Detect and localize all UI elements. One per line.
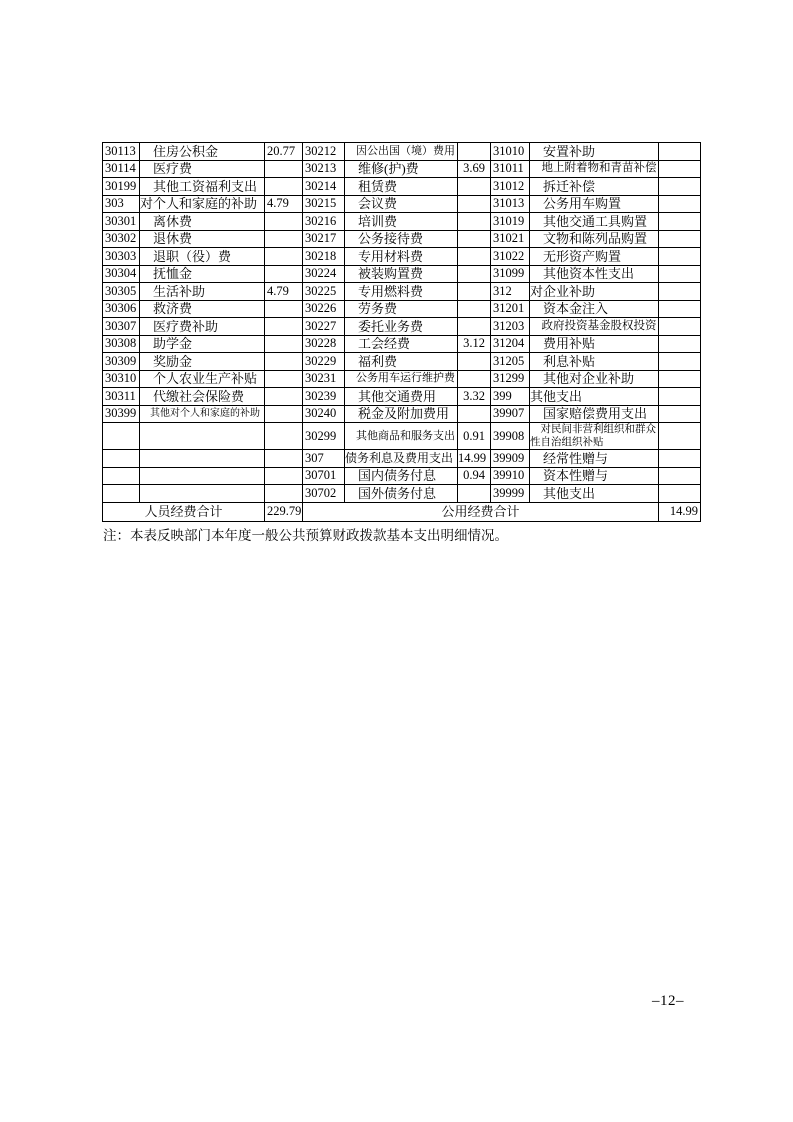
value-cell-right	[659, 160, 701, 178]
value-cell-middle	[458, 300, 491, 318]
code-cell-left: 30308	[103, 335, 140, 353]
code-cell-right: 39908	[491, 423, 530, 450]
code-cell-middle: 30227	[303, 318, 345, 336]
code-cell-middle: 307	[303, 450, 345, 468]
value-cell-left	[265, 388, 303, 406]
name-cell-right: 国家赔偿费用支出	[530, 405, 659, 423]
name-cell-right: 其他对企业补助	[530, 370, 659, 388]
name-cell-middle: 劳务费	[345, 300, 458, 318]
name-cell-left: 对个人和家庭的补助	[140, 195, 265, 213]
value-cell-right	[659, 283, 701, 301]
code-cell-middle: 30217	[303, 230, 345, 248]
code-cell-right: 31011	[491, 160, 530, 178]
name-cell-right: 安置补助	[530, 143, 659, 161]
value-cell-right	[659, 195, 701, 213]
name-cell-left: 生活补助	[140, 283, 265, 301]
table-footnote: 注：本表反映部门本年度一般公共预算财政拨款基本支出明细情况。	[103, 528, 508, 543]
code-cell-left: 30303	[103, 248, 140, 266]
value-cell-left	[265, 353, 303, 371]
value-cell-right	[659, 178, 701, 196]
value-cell-right	[659, 388, 701, 406]
value-cell-middle	[458, 283, 491, 301]
name-cell-left: 医疗费补助	[140, 318, 265, 336]
name-cell-right: 其他交通工具购置	[530, 213, 659, 231]
table-row	[103, 248, 701, 266]
value-cell-middle	[458, 213, 491, 231]
personnel-total-label: 人员经费合计	[103, 502, 265, 522]
value-cell-middle: 3.32	[458, 388, 491, 406]
value-cell-left	[265, 485, 303, 503]
value-cell-left	[265, 178, 303, 196]
code-cell-right: 31019	[491, 213, 530, 231]
name-cell-right: 资本性赠与	[530, 467, 659, 485]
name-cell-middle: 因公出国（境）费用	[345, 143, 458, 161]
value-cell-middle	[458, 230, 491, 248]
table-row	[103, 423, 701, 450]
value-cell-left	[265, 450, 303, 468]
value-cell-middle	[458, 370, 491, 388]
name-cell-right: 拆迁补偿	[530, 178, 659, 196]
code-cell-middle: 30225	[303, 283, 345, 301]
code-cell-middle: 30240	[303, 405, 345, 423]
value-cell-right	[659, 300, 701, 318]
name-cell-middle: 会议费	[345, 195, 458, 213]
table-row	[103, 353, 701, 371]
name-cell-right: 其他支出	[530, 388, 659, 406]
code-cell-left: 30311	[103, 388, 140, 406]
value-cell-middle	[458, 353, 491, 371]
code-cell-middle: 30228	[303, 335, 345, 353]
value-cell-right	[659, 467, 701, 485]
value-cell-middle	[458, 195, 491, 213]
name-cell-middle: 债务利息及费用支出	[345, 450, 458, 468]
value-cell-left	[265, 370, 303, 388]
name-cell-middle: 维修(护)费	[345, 160, 458, 178]
code-cell-right: 39999	[491, 485, 530, 503]
name-cell-left: 个人农业生产补贴	[140, 370, 265, 388]
value-cell-middle: 0.94	[458, 467, 491, 485]
name-cell-middle: 专用材料费	[345, 248, 458, 266]
code-cell-right: 31203	[491, 318, 530, 336]
name-cell-right: 政府投资基金股权投资	[530, 318, 659, 336]
basic-expenditure-table	[102, 142, 701, 522]
code-cell-right: 31010	[491, 143, 530, 161]
table-row	[103, 178, 701, 196]
code-cell-left: 303	[103, 195, 140, 213]
code-cell-left: 30199	[103, 178, 140, 196]
totals-row	[103, 502, 701, 522]
code-cell-left: 30114	[103, 160, 140, 178]
name-cell-left: 抚恤金	[140, 265, 265, 283]
name-cell-right: 公务用车购置	[530, 195, 659, 213]
name-cell-right: 其他资本性支出	[530, 265, 659, 283]
name-cell-right: 费用补贴	[530, 335, 659, 353]
value-cell-right	[659, 230, 701, 248]
name-cell-middle: 国外债务付息	[345, 485, 458, 503]
code-cell-middle: 30216	[303, 213, 345, 231]
code-cell-right: 31021	[491, 230, 530, 248]
code-cell-right: 31013	[491, 195, 530, 213]
code-cell-right: 31205	[491, 353, 530, 371]
value-cell-left	[265, 405, 303, 423]
value-cell-left	[265, 160, 303, 178]
name-cell-left: 医疗费	[140, 160, 265, 178]
code-cell-middle: 30215	[303, 195, 345, 213]
table-row	[103, 143, 701, 161]
code-cell-middle: 30702	[303, 485, 345, 503]
value-cell-left	[265, 335, 303, 353]
table-totals	[103, 502, 701, 522]
code-cell-right: 31201	[491, 300, 530, 318]
value-cell-right	[659, 318, 701, 336]
code-cell-middle: 30231	[303, 370, 345, 388]
table-row	[103, 213, 701, 231]
code-cell-middle: 30212	[303, 143, 345, 161]
table-row	[103, 405, 701, 423]
name-cell-middle: 其他商品和服务支出	[345, 423, 458, 450]
code-cell-right: 39909	[491, 450, 530, 468]
value-cell-right	[659, 213, 701, 231]
value-cell-right	[659, 335, 701, 353]
code-cell-left: 30113	[103, 143, 140, 161]
value-cell-right	[659, 370, 701, 388]
value-cell-middle: 3.69	[458, 160, 491, 178]
code-cell-left	[103, 450, 140, 468]
public-total-label: 公用经费合计	[303, 502, 659, 522]
value-cell-left	[265, 318, 303, 336]
code-cell-left: 30304	[103, 265, 140, 283]
name-cell-middle: 公务接待费	[345, 230, 458, 248]
code-cell-left: 30399	[103, 405, 140, 423]
code-cell-left: 30301	[103, 213, 140, 231]
name-cell-right: 地上附着物和青苗补偿	[530, 160, 659, 178]
name-cell-right: 文物和陈列品购置	[530, 230, 659, 248]
code-cell-left: 30309	[103, 353, 140, 371]
value-cell-right	[659, 353, 701, 371]
value-cell-middle	[458, 248, 491, 266]
value-cell-middle	[458, 265, 491, 283]
value-cell-left: 4.79	[265, 283, 303, 301]
value-cell-left	[265, 467, 303, 485]
table-row	[103, 370, 701, 388]
value-cell-middle	[458, 318, 491, 336]
code-cell-middle: 30299	[303, 423, 345, 450]
value-cell-left	[265, 423, 303, 450]
code-cell-right: 31012	[491, 178, 530, 196]
name-cell-middle: 国内债务付息	[345, 467, 458, 485]
table-row	[103, 467, 701, 485]
name-cell-left: 退休费	[140, 230, 265, 248]
code-cell-middle: 30224	[303, 265, 345, 283]
table-row	[103, 450, 701, 468]
code-cell-right: 39907	[491, 405, 530, 423]
table-row	[103, 485, 701, 503]
table-row	[103, 388, 701, 406]
value-cell-right	[659, 450, 701, 468]
value-cell-left: 20.77	[265, 143, 303, 161]
name-cell-middle: 委托业务费	[345, 318, 458, 336]
name-cell-middle: 培训费	[345, 213, 458, 231]
code-cell-middle: 30239	[303, 388, 345, 406]
table-row	[103, 230, 701, 248]
name-cell-left	[140, 467, 265, 485]
name-cell-middle: 税金及附加费用	[345, 405, 458, 423]
name-cell-left	[140, 450, 265, 468]
value-cell-middle	[458, 485, 491, 503]
name-cell-middle: 福利费	[345, 353, 458, 371]
code-cell-right: 399	[491, 388, 530, 406]
name-cell-left	[140, 485, 265, 503]
name-cell-left: 救济费	[140, 300, 265, 318]
code-cell-left: 30307	[103, 318, 140, 336]
value-cell-right	[659, 248, 701, 266]
table-row	[103, 265, 701, 283]
code-cell-right: 31099	[491, 265, 530, 283]
value-cell-left: 4.79	[265, 195, 303, 213]
code-cell-right: 31022	[491, 248, 530, 266]
name-cell-right: 资本金注入	[530, 300, 659, 318]
code-cell-middle: 30701	[303, 467, 345, 485]
value-cell-left	[265, 265, 303, 283]
name-cell-middle: 其他交通费用	[345, 388, 458, 406]
table-row	[103, 318, 701, 336]
personnel-total-value: 229.79	[265, 502, 303, 522]
name-cell-left: 代缴社会保险费	[140, 388, 265, 406]
code-cell-middle: 30229	[303, 353, 345, 371]
name-cell-left: 住房公积金	[140, 143, 265, 161]
code-cell-middle: 30226	[303, 300, 345, 318]
code-cell-right: 312	[491, 283, 530, 301]
value-cell-right	[659, 143, 701, 161]
name-cell-left: 其他对个人和家庭的补助	[140, 405, 265, 423]
code-cell-left: 30305	[103, 283, 140, 301]
name-cell-middle: 被装购置费	[345, 265, 458, 283]
name-cell-middle: 专用燃料费	[345, 283, 458, 301]
code-cell-middle: 30213	[303, 160, 345, 178]
table-body	[103, 143, 701, 503]
code-cell-left	[103, 485, 140, 503]
value-cell-middle	[458, 143, 491, 161]
name-cell-left	[140, 423, 265, 450]
name-cell-right: 其他支出	[530, 485, 659, 503]
name-cell-left: 其他工资福利支出	[140, 178, 265, 196]
code-cell-middle: 30214	[303, 178, 345, 196]
value-cell-middle: 0.91	[458, 423, 491, 450]
value-cell-middle	[458, 405, 491, 423]
name-cell-right: 经常性赠与	[530, 450, 659, 468]
name-cell-right: 对民间非营利组织和群众性自治组织补贴	[530, 423, 659, 450]
table-row	[103, 283, 701, 301]
name-cell-middle: 工会经费	[345, 335, 458, 353]
value-cell-left	[265, 230, 303, 248]
value-cell-middle	[458, 178, 491, 196]
name-cell-left: 奖励金	[140, 353, 265, 371]
code-cell-right: 31299	[491, 370, 530, 388]
value-cell-right	[659, 423, 701, 450]
name-cell-middle: 公务用车运行维护费	[345, 370, 458, 388]
table-row	[103, 160, 701, 178]
value-cell-left	[265, 248, 303, 266]
value-cell-left	[265, 300, 303, 318]
table-row	[103, 335, 701, 353]
code-cell-left	[103, 423, 140, 450]
code-cell-left: 30302	[103, 230, 140, 248]
table-row	[103, 195, 701, 213]
value-cell-left	[265, 213, 303, 231]
name-cell-right: 无形资产购置	[530, 248, 659, 266]
name-cell-right: 对企业补助	[530, 283, 659, 301]
name-cell-right: 利息补贴	[530, 353, 659, 371]
code-cell-middle: 30218	[303, 248, 345, 266]
code-cell-right: 39910	[491, 467, 530, 485]
table-row	[103, 300, 701, 318]
public-total-value: 14.99	[659, 502, 701, 522]
code-cell-left: 30310	[103, 370, 140, 388]
name-cell-left: 离休费	[140, 213, 265, 231]
name-cell-left: 助学金	[140, 335, 265, 353]
name-cell-left: 退职（役）费	[140, 248, 265, 266]
code-cell-left: 30306	[103, 300, 140, 318]
value-cell-middle: 14.99	[458, 450, 491, 468]
page-number: –12–	[652, 993, 684, 1009]
value-cell-right	[659, 265, 701, 283]
code-cell-right: 31204	[491, 335, 530, 353]
value-cell-right	[659, 405, 701, 423]
value-cell-middle: 3.12	[458, 335, 491, 353]
name-cell-middle: 租赁费	[345, 178, 458, 196]
code-cell-left	[103, 467, 140, 485]
value-cell-right	[659, 485, 701, 503]
